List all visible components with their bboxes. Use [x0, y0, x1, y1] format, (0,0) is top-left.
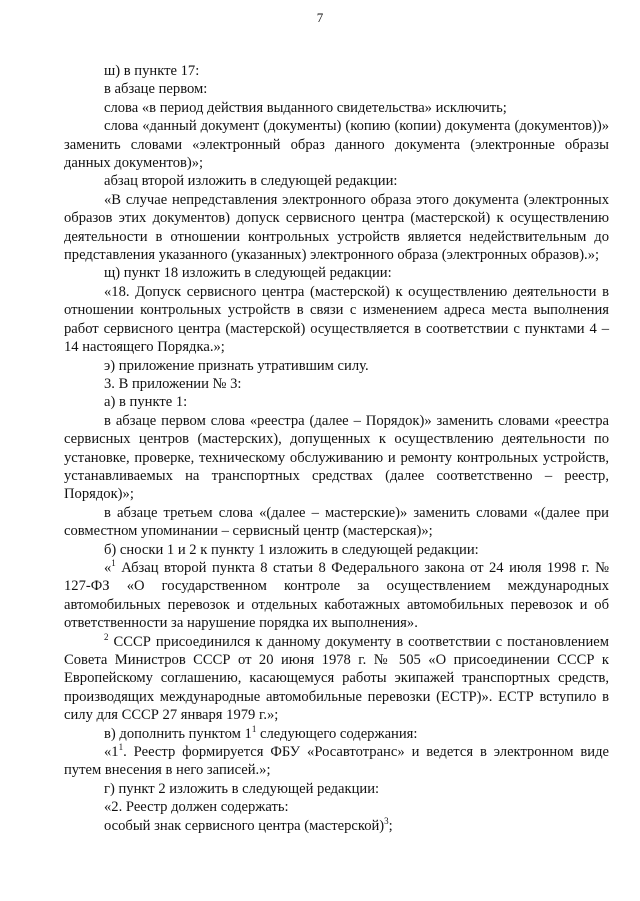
footnote-marker: 2 [104, 631, 109, 642]
paragraph: слова «данный документ (документы) (копию (копии) документа (документов))» заменить словами «электронный образ данного документа (электронные образы данных документов)»; [64, 118, 609, 172]
paragraph: «2. Реестр должен содержать: [104, 799, 289, 816]
paragraph: 3. В приложении № 3: [104, 375, 242, 392]
paragraph: в абзаце первом: [104, 81, 208, 98]
footnote-2 [64, 633, 609, 725]
page-number: 7 [316, 10, 324, 25]
paragraph: «$1^1$. Реестр формируется ФБУ «Росавтотранс» и ведется в электронном виде путем внесения в него записей.»; [64, 742, 609, 779]
superscript: 3 [384, 815, 389, 826]
paragraph: особый знак сервисного центра (мастерской)$^3$; [104, 815, 393, 834]
paragraph: щ) пункт 18 изложить в следующей редакции: [104, 265, 392, 282]
superscript: 1 [118, 742, 124, 753]
paragraph: абзац второй изложить в следующей редакции: [104, 173, 398, 190]
paragraph: «18. Допуск сервисного центра (мастерской) к осуществлению деятельности в отношении контрольных устройств в связи с изменением адреса места выполнения работ сервисного центра (мастерской) осуществляется в соответствии с пунктами 4 – 14 настоящего Порядка.»; [64, 283, 609, 356]
paragraph: ш) в пункте 17: [104, 63, 200, 79]
paragraph: в абзаце третьем слова «(далее – мастерские)» заменить словами «(далее при совместном упоминании – сервисный центр (мастерская)»; [64, 504, 609, 540]
footnote-1 [64, 559, 609, 633]
paragraph: б) сноски 1 и 2 к пункту 1 изложить в следующей редакции: [104, 541, 479, 558]
paragraph: а) в пункте 1: [104, 394, 188, 411]
paragraph: в) дополнить пунктом $1^1$ следующего содержания: [104, 723, 418, 742]
footnote-open-quote: « [104, 559, 112, 576]
document-body [64, 62, 609, 835]
footnote-text: Абзац второй пункта 8 статьи 8 Федерального закона от 24 июля 1998 г. № 127-ФЗ «О государственном контроле за осуществлением международных автомобильных перевозок и отдельных каботажных автомобильных перевозок и об ответственности за нарушение порядка их выполнения». [64, 559, 609, 632]
paragraph: э) приложение признать утратившим силу. [104, 357, 369, 374]
paragraph: в абзаце первом слова «реестра (далее – Порядок)» заменить словами «реестра сервисных центров (мастерских), допущенных к осуществлению деятельности по установке, проверке, техническому обслуживанию и ремонту контрольных устройств, устанавливаемых на транспортных средствах (далее соответственно – реестр, Порядок)»; [64, 412, 609, 503]
paragraph: г) пункт 2 изложить в следующей редакции: [104, 780, 380, 797]
paragraph: «В случае непредставления электронного образа этого документа (электронных образов этих документов) допуск сервисного центра (мастерской) к осуществлению деятельности в отношении контрольных устройств является недействительным до представления указанного (указанных) электронного образа (электронных образов).»; [64, 191, 609, 264]
footnote-text: СССР присоединился к данному документу в соответствии с постановлением Совета Министров СССР от 20 июня 1978 г. № 505 «О присоединении СССР к Европейскому соглашению, касающемуся работы экипажей транспортных средств, производящих международные автомобильные перевозки (ЕСТР)». ЕСТР вступило в силу для СССР 27 января 1979 г.»; [64, 633, 609, 724]
paragraph: слова «в период действия выданного свидетельства» исключить; [104, 99, 507, 116]
superscript: 1 [251, 723, 257, 734]
footnote-marker: 1 [111, 557, 116, 568]
